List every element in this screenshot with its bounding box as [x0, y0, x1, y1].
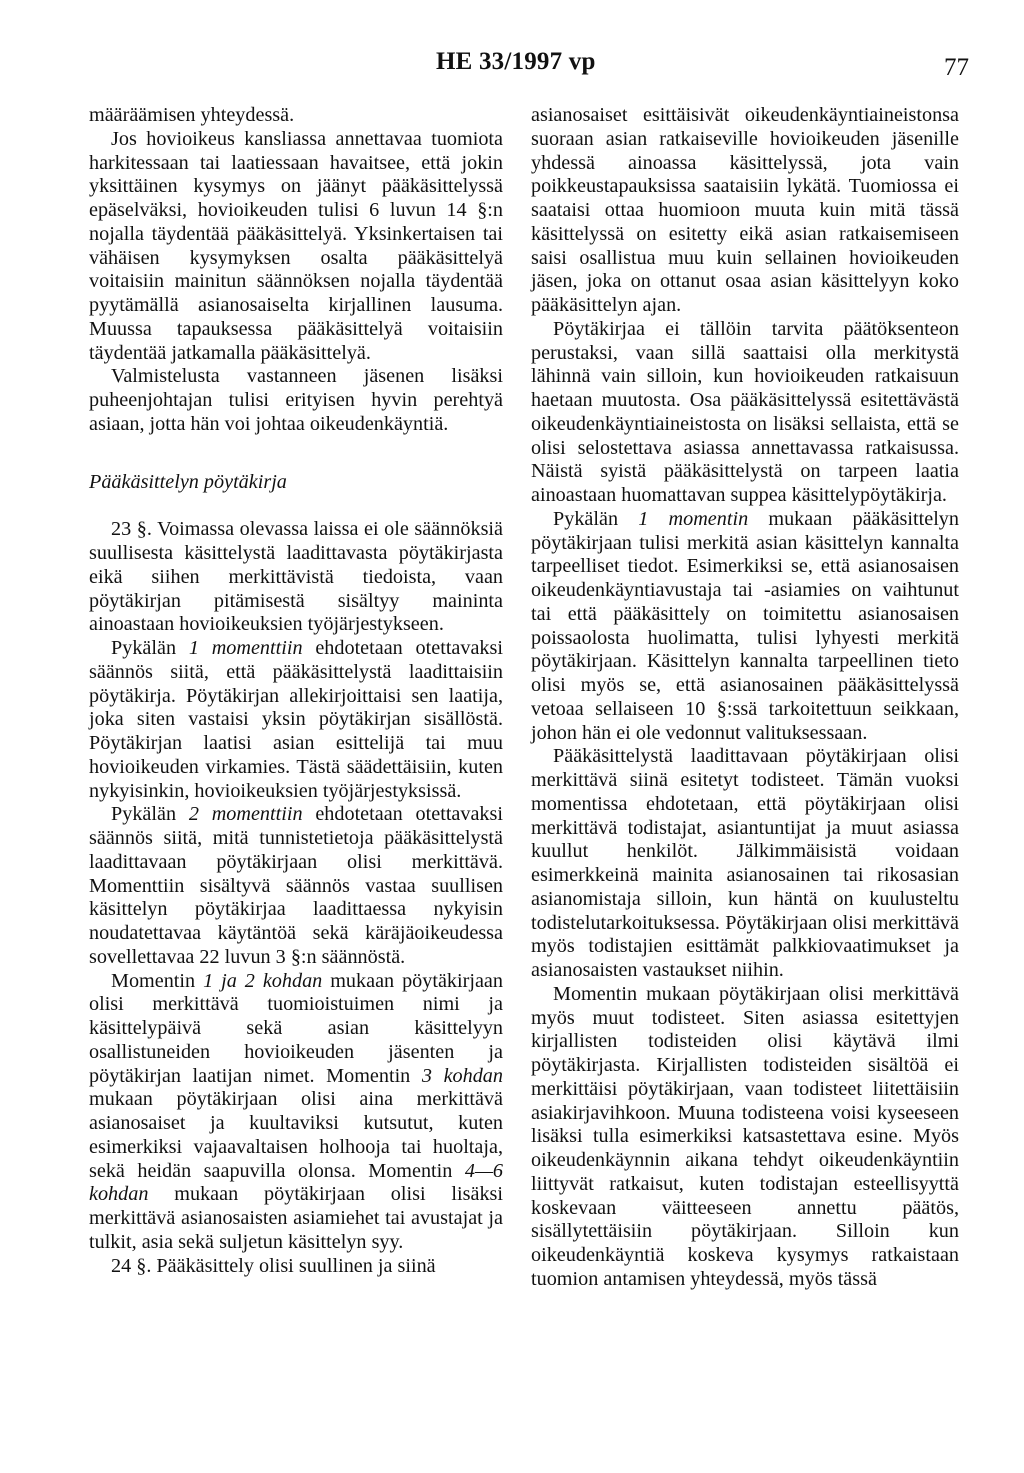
italic-reference: 3 kohdan: [421, 1064, 503, 1087]
text-run: mukaan pöytäkirjaan olisi aina merkittävä asianosaiset ja kuultaviksi kutsutut, kuten esimerkiksi vajaavaltaisen holhooja tai huoltaja, sekä heidän saapuvilla olonsa. Momentin: [89, 1088, 503, 1182]
italic-reference: 1 ja 2 kohdan: [203, 969, 323, 992]
paragraph: [89, 970, 503, 1255]
paragraph: Pöytäkirjaa ei tällöin tarvita päätöksenteon perustaksi, vaan sillä saattaisi olla merkitystä lähinnä vain silloin, kun hovioikeuden ratkaisuun haetaan muutosta. Osa pääkäsittelyssä esitettävästä oikeudenkäyntiaineistosta on lisäksi sellaista, että se olisi selostettava asiassa annettavassa ratkaisussa. Näistä syistä pääkäsittelystä on tarpeen laatia ainoastaan huomattavan suppea käsittelypöytäkirja.: [531, 317, 959, 506]
paragraph: Valmistelusta vastanneen jäsenen lisäksi puheenjohtajan tulisi erityisen hyvin perehtyä asiaan, jotta hän voi johtaa oikeudenkäyntiä.: [89, 365, 503, 435]
paragraph: Jos hovioikeus kansliassa annettavaa tuomiota harkitessaan tai laatiessaan havaitsee, että jokin yksittäinen kysymys on jäänyt pääkäsittelyssä epäselväksi, hovioikeuden tulisi 6 luvun 14 §:n nojalla täydentää pääkäsittelyä. Yksinkertaisen tai vähäisen kysymyksen osalta pääkäsittelyä voitaisiin mainitun säännöksen nojalla täydentää pyytämällä asianosaiselta kirjallinen lausuma. Muussa tapauksessa pääkäsittelyä voitaisiin täydentää jatkamalla pääkäsittelyä.: [89, 127, 503, 364]
paragraph: [89, 637, 503, 803]
paragraph: [89, 803, 503, 969]
text-run: mukaan pääkäsittelyn pöytäkirjaan tulisi merkitä asian käsittelyn kannalta tarpeelliset tiedot. Esimerkiksi se, että asianosaisen oikeudenkäyntiavustaja tai -asiamies on vaihtunut tai että pääkäsittely on toimitettu asianosaisen poissaolosta huolimatta, tulisi lyhyesti merkitä pöytäkirjaan. Käsittelyn kannalta tarpeellinen tieto olisi myös se, että asianosainen pääkäsittelyssä vetoaa sellaiseen 10 §:ssä tarkoitettuun seikkaan, johon hän ei ole vedonnut valituksessaan.: [531, 507, 959, 744]
page-number: 77: [944, 54, 969, 81]
paragraph: Pääkäsittelystä laadittavaan pöytäkirjaan olisi merkittävä siinä esitetyt todisteet. Tämän vuoksi momentissa ehdotetaan, että pöytäkirjaan olisi merkittävä todistajat, asiantuntijat ja muut asiassa kuullut henkilöt. Jälkimmäisistä voidaan esimerkkeinä mainita asianosainen tai rikosasian asianomistaja silloin, kun häntä on kuulusteltu todistelutarkoituksessa. Pöytäkirjaan olisi merkittävä myös todistajien esittämät palkkiovaatimukset ja asianosaisten vastaukset niihin.: [531, 745, 959, 981]
paragraph: Momentin mukaan pöytäkirjaan olisi merkittävä myös muut todisteet. Siten asiassa esitettyjen kirjallisten todisteiden olisi käytävä ilmi pöytäkirjasta. Kirjallisten todisteiden sisältöä ei merkittäisi pöytäkirjaan, vaan todisteet liitettäisiin asiakirjavihkoon. Muuna todisteena voisi kyseeseen lisäksi tulla esimerkiksi katsastettava esine. Myös oikeudenkäynnin aikana tehdyt oikeudenkäyntiin liittyvät ratkaisut, kuten todistajan esteellisyyttä koskevaan väitteeseen annettu päätös, sisällytettäisiin pöytäkirjaan. Silloin kun oikeudenkäyntiä koskeva kysymys ratkaistaan tuomion antamisen yhteydessä, myös tässä: [531, 982, 959, 1290]
paragraph: asianosaiset esittäisivät oikeudenkäyntiaineistonsa suoraan asian ratkaiseville hovioikeuden jäsenille yhdessä ainoassa käsittelyssä, jota vain poikkeustapauksissa saataisiin lykätä. Tuomiossa ei saataisi ottaa huomioon muuta kuin mitä tässä käsittelyssä on esitetty eikä asian ratkaisemiseen saisi osallistua muu kuin sellainen hovioikeuden jäsen, joka on ottanut osaa asian käsittelyyn koko pääkäsittelyn ajan.: [531, 104, 959, 316]
paragraph: määräämisen yhteydessä.: [89, 104, 295, 126]
italic-reference: 1 momenttiin: [188, 637, 303, 659]
paragraph: 24 §. Pääkäsittely olisi suullinen ja siinä: [111, 1254, 436, 1277]
text-run: mukaan pöytäkirjaan olisi lisäksi merkittävä asianosaisten asiamiehet tai avustajat ja tulkit, asia sekä suljetun käsittelyn syy.: [89, 1183, 503, 1253]
italic-reference: 4—6 kohdan: [89, 1159, 503, 1206]
italic-reference: 1 momentin: [638, 507, 749, 530]
text-run: Pykälän: [111, 803, 189, 826]
italic-reference: 2 momenttiin: [188, 803, 303, 826]
document-title: HE 33/1997 vp: [436, 48, 596, 75]
text-run: ehdotetaan otettavaksi säännös siitä, että pääkäsittelystä laadittaisiin pöytäkirja. Pöytäkirjan allekirjoittaisi sen laatija, joka siten vastaisi yksin pöytäkirjan sisällöstä. Pöytäkirjan laatisi asian esittelijä tai muu hovioikeuden virkamies. Tästä säädettäisiin, kuten nykyisinkin, hovioikeuksien työjärjestyksissä.: [89, 637, 503, 802]
text-run: Momentin: [111, 969, 204, 992]
left-column: [89, 104, 503, 1278]
text-run: Pykälän: [553, 507, 639, 530]
text-run: mukaan pöytäkirjaan olisi merkittävä tuomioistuimen nimi ja käsittelypäivä sekä asian käsittelyyn osallistuneiden hovioikeuden jäsenten ja pöytäkirjan laatijan nimet. Momentin: [89, 969, 503, 1087]
page-header: [0, 48, 1024, 88]
right-column: [531, 104, 959, 1292]
paragraph: [531, 508, 959, 746]
paragraph: 23 §. Voimassa olevassa laissa ei ole säännöksiä suullisesta käsittelystä laadittavasta pöytäkirjasta eikä siihen merkittävistä tiedoista, vaan pöytäkirjan pitämisestä sisältyy maininta ainoastaan hovioikeuksien työjärjestykseen.: [89, 518, 503, 636]
text-run: Pykälän: [111, 637, 189, 659]
text-run: ehdotetaan otettavaksi säännös siitä, mitä tunnistetietoja pääkäsittelystä laadittavaan pöytäkirjaan olisi merkittävä. Momenttiin sisältyvä säännös vastaa suullisen käsittelyn pöytäkirjaa laadittaessa nykyisin noudatettavaa käytäntöä sekä käräjäoikeudessa sovellettavaa 22 luvun 3 §:n säännöstä.: [89, 803, 503, 968]
section-heading: Pääkäsittelyn pöytäkirja: [89, 470, 287, 493]
